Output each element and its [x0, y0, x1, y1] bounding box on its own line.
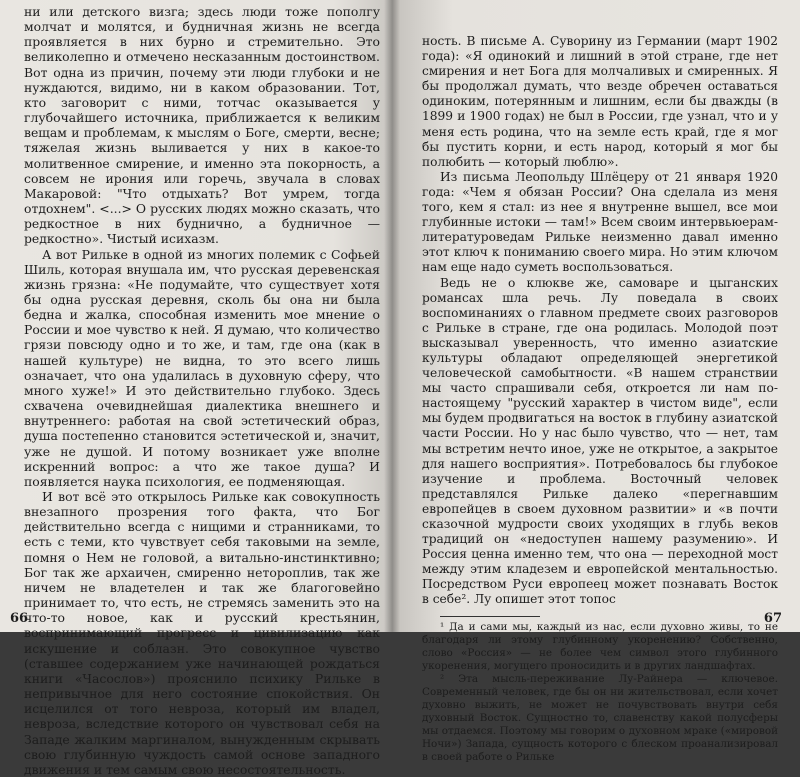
- right-paragraph-1: ность. В письме А. Суворину из Германии (март 1902 года): «Я одинокий и лишний в этой стране, где нет смирения и нет Бога для молчаливых и смиренных. Я бы продолжал думать, что везде обречен оставаться одиноким, потерянным и лишним, если бы дважды (в 1899 и 1900 годах) не был в России, где узнал, что и у меня есть родина, что на земле есть край, где я мог бы пустить корни, и есть народ, который я мог бы полюбить — который люблю».: [422, 34, 778, 169]
- left-paragraph-3: И вот всё это открылось Рильке как совокупность внезапного прозрения того факта, что Бог действительно всегда с нищими и странниками, то есть с теми, кто чувствует себя таковыми на земле, помня о Нем не головой, а витально-инстинктивно; Бог так же архаичен, смиренно нетороплив, так же ничем не владетелен и так же благоговейно принимает то, что есть, не стремясь заменить это на что-то новое, как и русский крестьянин, воспринимающий прогресс и цивилизацию как искушение и соблазн. Это совокупное чувство (ставшее содержанием уже начинающей рождаться книги «Часослов») прояснило психику Рильке в непривычное для него состояние спокойствия. Он исцелился от того невроза, который им владел, невроза, вследствие которого он чувствовал себя на Западе жалким маргиналом, вынужденным скрывать свою глубинную чуждость самой основе западного движения и тем самым свою несостоятельность.: [24, 489, 380, 777]
- left-page: [0, 0, 392, 777]
- left-page-number: 66: [10, 611, 29, 626]
- footnote-divider: [440, 616, 540, 617]
- left-paragraph-1: ни или детского визга; здесь люди тоже пополгу молчат и молятся, и будничная жизнь не всегда проявляется в них бурно и стремительно. Это великолепно и отмечено несказанным достоинством. Вот одна из причин, почему эти люди глубоки и не нуждаются, видимо, ни в каком образовании. Тот, кто заговорит с ними, тотчас оказывается у глубочайшего источника, приближается к великим вещам и проблемам, к мыслям о Боге, смерти, весне; тяжелая жизнь выливается у них в какое-то молитвенное смирение, и именно эта покорность, а совсем не ирония или горечь, звучала в словах Макаровой: "Что отдыхать? Вот умрем, тогда отдохнем". <...> О русских людях можно сказать, что редкостное в них буднично, а будничное — редкостно». Чистый исихазм.: [24, 4, 380, 247]
- book-gutter-shadow: [384, 0, 400, 632]
- footnote-1: ¹ Да и сами мы, каждый из нас, если духовно живы, то не благодаря ли этому глубинному укоренению? Собственно, слово «Россия» — не более чем символ этого глубинного укоренения, могущего проносидить и в других ландшафтах.: [422, 620, 778, 672]
- right-paragraph-2: Из письма Леопольду Шлёцеру от 21 января 1920 года: «Чем я обязан России? Она сделала из меня того, кем я стал: из нее я внутренне вышел, все мои глубинные истоки — там!» Всем своим интервьюерам-литературоведам Рильке неизменно давал именно этот ключ к пониманию своего мира. Но этим ключом нам еще надо суметь воспользоваться.: [422, 169, 778, 275]
- left-paragraph-2: А вот Рильке в одной из многих полемик с Софьей Шиль, которая внушала им, что русская деревенская жизнь грязна: «Не подумайте, что существует хотя бы одна русская деревня, сколь бы она ни была бедна и жалка, способная изменить мое мнение о России и мое чувство к ней. Я думаю, что количество грязи повсюду одно и то же, и там, где она (как в нашей культуре) не видна, то это всего лишь означает, что она удалилась в духовную сферу, что много хуже!» И это действительно глубоко. Здесь схвачена очевиднейшая диалектика внешнего и внутреннего: работая на свой эстетический образ, душа постепенно становится эстетической и, значит, уже не душой. И потому возникает уже вполне искренний вопрос: а что же такое душа? И появляется наука психология, ее подменяющая.: [24, 246, 380, 489]
- right-page: [392, 0, 800, 763]
- footnote-2: ² Эта мысль-переживание Лу-Райнера — ключевое. Современный человек, где бы он ни жительствовал, если хочет духовно выжить, не может не почувствовать внутри себя духовный Восток. Сущностно то, славенству какой полусферы мы отдаемся. Поэтому мы говорим о духовном мраке («мировой Ночи») Запада, сущность которого с блеском проанализировал в своей работе о Рильке: [422, 672, 778, 763]
- right-paragraph-3: Ведь не о клюкве же, самоваре и цыганских романсах шла речь. Лу поведала в своих воспоминаниях о главном предмете своих разговоров с Рильке в стране, где она родилась. Молодой поэт высказывал уверенность, что именно азиатские культуры обладают определяющей энергетикой человеческой самобытности. «В нашем странствии мы часто спрашивали себя, откроется ли нам по-настоящему "русский характер в чистом виде", если мы будем продвигаться на восток в глубину азиатской части России. Но у нас было чувство, что — нет, там мы встретим нечто иное, уже не открытое, а закрытое для нашего восприятия». Потребовалось бы глубокое изучение и проблема. Восточный человек представлялся Рильке далеко «перегнавшим европейцев в своем духовном развитии» и «в почти сказочной мудрости своих уходящих в глубь веков традиций он «недоступен нашему разумению». И Россия ценна именно тем, что она — переходной мост между этим кладезем и европейской ментальностью. Посредством Руси европеец может познавать Восток в себе². Лу опишет этот топос: [422, 275, 778, 607]
- right-page-number: 67: [763, 611, 782, 626]
